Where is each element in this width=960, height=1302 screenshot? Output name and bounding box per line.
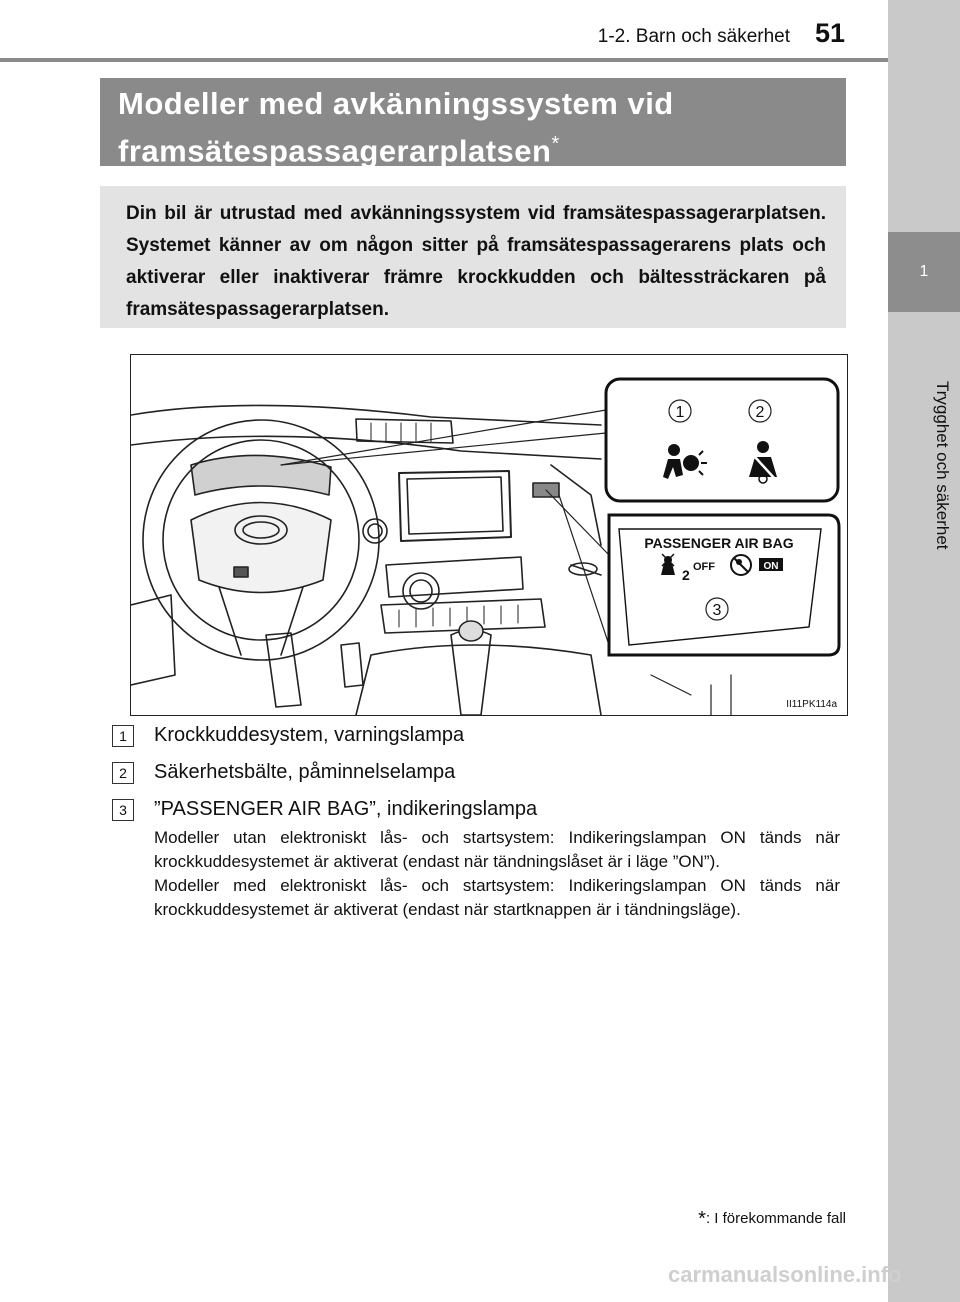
dashboard-illustration <box>130 354 848 716</box>
list-item <box>112 757 852 794</box>
watermark: carmanualsonline.info <box>668 1262 902 1287</box>
warning-lights-callout <box>606 379 838 501</box>
callout-3-label: 3 <box>712 602 722 619</box>
item-text: ”PASSENGER AIR BAG”, indikeringslampa <box>154 798 538 820</box>
chapter-tab[interactable]: 1 <box>888 232 960 312</box>
callout-2-label: 2 <box>755 404 765 421</box>
footnote-marker: * <box>551 133 560 155</box>
chapter-title <box>900 325 952 605</box>
chapter-sidebar <box>888 0 960 1302</box>
note-paragraph-1: Modeller utan elektroniskt lås- och startsystem: Indikeringslampan ON tänds när krockkuddesystemet är aktiverat (endast när tändningslåset är i läge ”ON”). <box>154 828 840 871</box>
title-line1: Modeller med avkänningssystem vid <box>118 86 674 121</box>
intro-text: Din bil är utrustad med avkänningssystem vid framsätespassagerarplatsen. Systemet känner av om någon sitter på framsätespassagerarens plats och aktiverar eller inaktiverar främre krockkudden och bältessträckaren på framsätespassagerarplatsen. <box>126 203 826 320</box>
title-line2: framsätespassagerarplatsen <box>118 133 552 169</box>
section-header: 1-2. Barn och säkerhet <box>597 26 790 47</box>
note-paragraph-2: Modeller med elektroniskt lås- och startsystem: Indikeringslampan ON tänds när krockkuddesystemet är aktiverat (endast när startknappen är i tändningsläge). <box>154 876 840 919</box>
footnote-text: : I förekommande fall <box>705 1210 846 1227</box>
passenger-airbag-label: PASSENGER AIR BAG <box>644 535 794 551</box>
indicator-list <box>112 720 852 831</box>
figure-code: II11PK114a <box>786 699 837 710</box>
footnote-star: * <box>698 1208 706 1230</box>
item-text: Säkerhetsbälte, påminnelselampa <box>154 761 456 783</box>
chapter-title-text: Trygghet och säkerhet <box>933 380 952 550</box>
item-number-badge: 2 <box>112 762 134 784</box>
on-indicator-label: ON <box>763 561 779 572</box>
off-indicator-label: OFF <box>693 561 715 573</box>
section-title-box <box>100 78 846 169</box>
item-text: Krockkuddesystem, varningslampa <box>154 724 465 746</box>
item-number-badge: 3 <box>112 799 134 821</box>
dashboard-drawing <box>131 355 847 715</box>
callout-1-label: 1 <box>675 404 685 421</box>
section-title <box>118 84 674 171</box>
indicator-note <box>154 826 840 922</box>
footnote <box>620 1208 846 1231</box>
item-number-badge: 1 <box>112 725 134 747</box>
intro-box <box>100 186 846 328</box>
page-number: 51 <box>815 18 846 48</box>
header-divider <box>0 58 888 62</box>
svg-text:2: 2 <box>682 567 690 583</box>
list-item <box>112 720 852 757</box>
